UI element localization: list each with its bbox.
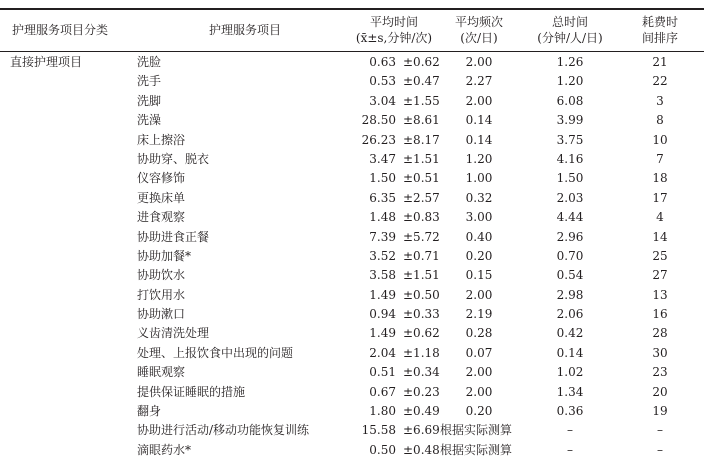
row-sd-cell: ±2.57 [403,190,440,205]
row-mean-time-cell: 1.48 [369,210,396,225]
row-rank-cell: 16 [652,307,668,322]
row-item-cell: 更换床单 [137,190,186,205]
row-mean-time-cell: 26.23 [361,132,396,147]
row-frequency-cell: 2.00 [465,384,493,399]
row-rank-cell: 28 [652,326,668,341]
row-item-cell: 翻身 [137,404,162,419]
row-rank-cell: 30 [652,345,668,360]
row-total-time-cell: 0.54 [556,268,584,283]
row-item-cell: 洗脚 [137,93,162,108]
row-sd-cell: ±0.62 [403,326,440,341]
row-rank-cell: 10 [652,132,668,147]
row-mean-time-cell: 0.51 [369,365,396,380]
row-total-time-cell: 2.03 [556,190,584,205]
header-item: 护理服务项目 [208,23,281,37]
row-mean-time-cell: 3.47 [369,151,396,166]
table-row [0,111,704,130]
header-time-rank-line1: 耗费时 [641,15,678,29]
row-total-time-cell: – [567,423,573,438]
row-total-time-cell: 4.44 [556,210,584,225]
row-item-cell: 洗澡 [137,113,162,128]
table-row [0,92,704,111]
header-mean-time-line1: 平均时间 [369,15,418,29]
table-row [0,266,704,285]
row-rank-cell: 13 [652,287,668,302]
row-frequency-cell: 0.32 [465,190,493,205]
row-item-cell: 洗手 [137,74,162,89]
row-item-cell: 洗脸 [137,55,162,69]
row-rank-cell: 23 [652,365,668,380]
row-sd-cell: ±0.71 [403,248,440,263]
row-item-cell: 仪容修饰 [137,171,186,186]
row-rank-cell: 3 [656,93,664,108]
row-sd-cell: ±8.17 [403,132,440,147]
row-frequency-cell: 0.14 [465,113,493,128]
row-item-cell: 床上擦浴 [137,132,186,147]
row-mean-time-cell: 1.49 [369,287,396,302]
row-frequency-cell: 2.00 [465,287,493,302]
row-frequency-cell: 3.00 [465,210,493,225]
row-total-time-cell: 1.50 [556,171,584,186]
row-sd-cell: ±0.51 [403,171,440,186]
row-category-cell: 直接护理项目 [10,55,83,69]
row-total-time-cell: 0.42 [556,326,584,341]
table-row [0,208,704,227]
row-total-time-cell: 0.14 [556,345,584,360]
row-frequency-cell: 0.14 [465,132,493,147]
row-sd-cell: ±0.33 [403,307,440,322]
row-rank-cell: – [657,423,663,438]
row-total-time-cell: 3.75 [556,132,584,147]
row-frequency-cell: 0.40 [465,229,493,244]
header-frequency [444,14,514,46]
header-category: 护理服务项目分类 [11,23,108,37]
row-rank-cell: – [657,442,663,457]
row-mean-time-cell: 28.50 [361,113,396,128]
row-sd-cell: ±1.51 [403,151,440,166]
row-total-time-cell: 6.08 [556,93,584,108]
row-rank-cell: 14 [652,229,668,244]
row-sd-cell: ±0.48 [403,442,440,457]
row-frequency-cell: 0.28 [465,326,493,341]
row-total-time-cell: 0.70 [556,248,584,263]
row-mean-time-cell: 0.63 [369,55,396,69]
row-total-time-cell: 1.26 [556,55,584,69]
row-frequency-cell: 0.07 [465,345,493,360]
row-sd-cell: ±8.61 [403,113,440,128]
row-rank-cell: 25 [652,248,668,263]
row-item-cell: 睡眠观察 [137,365,186,380]
row-rank-cell: 21 [652,55,668,69]
row-sd-cell: ±6.69 [403,423,440,438]
row-frequency-cell: 2.00 [465,55,493,69]
row-item-cell: 进食观察 [137,210,186,225]
row-rank-cell: 19 [652,404,668,419]
row-frequency-cell: 2.19 [465,307,493,322]
row-item-cell: 处理、上报饮食中出现的问题 [137,345,294,360]
table-body [0,53,704,460]
row-sd-cell: ±0.47 [403,74,440,89]
table-row [0,305,704,324]
row-sd-cell: ±0.34 [403,365,440,380]
row-sd-cell: ±1.55 [403,93,440,108]
row-frequency-cell: 0.20 [465,248,493,263]
row-sd-cell: ±1.51 [403,268,440,283]
row-frequency-cell: 2.00 [465,365,493,380]
row-mean-time-cell: 7.39 [369,229,396,244]
row-frequency-cell: 0.15 [465,268,493,283]
row-frequency-cell: 2.27 [465,74,493,89]
row-item-cell: 协助饮水 [137,268,186,283]
row-sd-cell: ±0.83 [403,210,440,225]
row-rank-cell: 4 [656,210,664,225]
row-item-cell: 义齿清洗处理 [137,326,210,341]
table-row [0,247,704,266]
table-row [0,324,704,343]
row-total-time-cell: 3.99 [556,113,584,128]
table-row [0,383,704,402]
row-rank-cell: 18 [652,171,668,186]
header-frequency-line1: 平均频次 [454,15,503,29]
table-top-rule [0,8,704,10]
table-row [0,363,704,382]
row-item-cell: 协助穿、脱衣 [137,151,210,166]
table-row [0,286,704,305]
row-frequency-cell: 根据实际测算 [440,442,513,457]
row-sd-cell: ±1.18 [403,345,440,360]
row-total-time-cell: 4.16 [556,151,584,166]
row-mean-time-cell: 0.50 [369,442,396,457]
header-total-time-line1: 总时间 [551,15,588,29]
row-sd-cell: ±0.23 [403,384,440,399]
row-mean-time-cell: 0.94 [369,307,396,322]
row-frequency-cell: 2.00 [465,93,493,108]
row-rank-cell: 17 [652,190,668,205]
row-total-time-cell: 0.36 [556,404,584,419]
row-mean-time-cell: 15.58 [361,423,396,438]
row-total-time-cell: 2.98 [556,287,584,302]
row-mean-time-cell: 1.50 [369,171,396,186]
table-row [0,228,704,247]
row-frequency-cell: 0.20 [465,404,493,419]
row-sd-cell: ±0.50 [403,287,440,302]
header-total-time-line2: (分钟/人/日) [537,31,603,45]
table-row [0,189,704,208]
table-row [0,150,704,169]
row-item-cell: 打饮用水 [137,287,186,302]
row-total-time-cell: 1.20 [556,74,584,89]
row-mean-time-cell: 3.58 [369,268,396,283]
header-frequency-line2: (次/日) [460,31,498,45]
row-item-cell: 提供保证睡眠的措施 [137,384,246,399]
row-total-time-cell: 1.34 [556,384,584,399]
row-rank-cell: 20 [652,384,668,399]
header-total-time [520,14,620,46]
table-row [0,169,704,188]
row-mean-time-cell: 3.04 [369,93,396,108]
row-rank-cell: 7 [656,151,664,166]
row-total-time-cell: 2.06 [556,307,584,322]
row-total-time-cell: – [567,442,573,457]
row-mean-time-cell: 2.04 [369,345,396,360]
row-sd-cell: ±0.49 [403,404,440,419]
row-frequency-cell: 1.00 [465,171,493,186]
row-frequency-cell: 根据实际测算 [440,423,513,438]
row-mean-time-cell: 3.52 [369,248,396,263]
table-row [0,421,704,440]
row-item-cell: 协助漱口 [137,307,186,322]
row-frequency-cell: 1.20 [465,151,493,166]
row-sd-cell: ±0.62 [403,55,440,69]
header-bottom-rule [0,51,704,52]
header-time-rank [630,14,690,46]
header-mean-time-line2: (x̄±s,分钟/次) [355,31,433,45]
row-mean-time-cell: 0.67 [369,384,396,399]
row-total-time-cell: 2.96 [556,229,584,244]
header-mean-time [335,14,453,46]
table-row [0,344,704,363]
row-item-cell: 协助进食正餐 [137,229,210,244]
row-rank-cell: 27 [652,268,668,283]
table-row [0,402,704,421]
row-item-cell: 协助进行活动/移动功能恢复训练 [137,423,310,438]
row-mean-time-cell: 0.53 [369,74,396,89]
row-mean-time-cell: 1.80 [369,404,396,419]
row-rank-cell: 8 [656,113,664,128]
row-rank-cell: 22 [652,74,668,89]
table-row [0,53,704,72]
table-row [0,441,704,460]
table-row [0,131,704,150]
header-time-rank-line2: 间排序 [641,31,678,45]
row-item-cell: 协助加餐* [137,248,192,263]
row-sd-cell: ±5.72 [403,229,440,244]
row-total-time-cell: 1.02 [556,365,584,380]
row-mean-time-cell: 6.35 [369,190,396,205]
row-item-cell: 滴眼药水* [137,442,192,457]
row-mean-time-cell: 1.49 [369,326,396,341]
table-row [0,72,704,91]
